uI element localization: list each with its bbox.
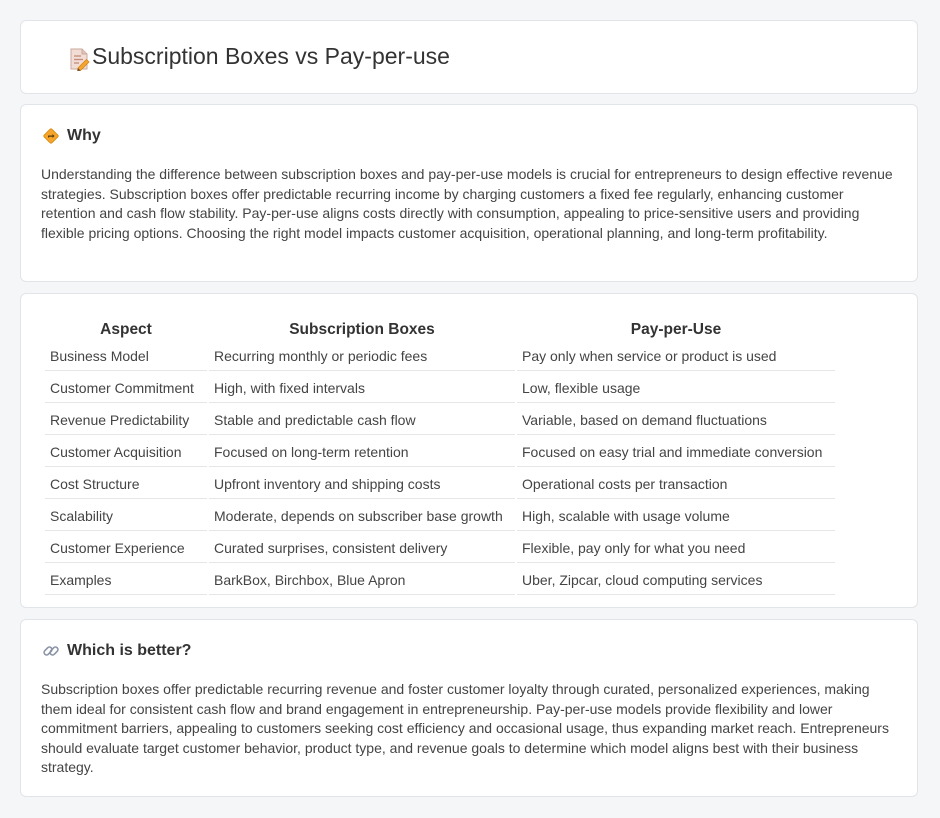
table-cell: Low, flexible usage <box>517 373 835 403</box>
column-header: Subscription Boxes <box>289 320 435 338</box>
table-cell: Business Model <box>45 341 207 371</box>
table-cell: Pay only when service or product is used <box>517 341 835 371</box>
column-header: Aspect <box>100 320 152 338</box>
table-cell: Stable and predictable cash flow <box>209 405 515 435</box>
which-is-better-heading: Which is better? <box>67 642 192 659</box>
why-text: Understanding the difference between subscription boxes and pay-per-use models is crucial for entrepreneurs to design effective revenue strategies. Subscription boxes offer predictable recurring income by charging customers a fixed fee regularly, enhancing customer retention and cash flow stability. Pay-per-use aligns costs directly with consumption, appealing to price-sensitive users and providing flexible pricing options. Choosing the right model impacts customer acquisition, operational planning, and long-term profitability. <box>41 166 893 241</box>
table-cell: Curated surprises, consistent delivery <box>209 533 515 563</box>
why-heading: Why <box>67 127 101 144</box>
table-cell: Recurring monthly or periodic fees <box>209 341 515 371</box>
table-cell: High, with fixed intervals <box>209 373 515 403</box>
table-row <box>45 437 835 467</box>
table-cell: Upfront inventory and shipping costs <box>209 469 515 499</box>
link-icon <box>42 642 60 660</box>
table-row <box>45 533 835 563</box>
table-cell: Customer Commitment <box>45 373 207 403</box>
table-cell: Scalability <box>45 501 207 531</box>
table-cell: Cost Structure <box>45 469 207 499</box>
table-row <box>45 565 835 595</box>
table-row <box>45 501 835 531</box>
which-is-better-text: Subscription boxes offer predictable recurring revenue and foster customer loyalty through curated, personalized experiences, making them ideal for consistent cash flow and brand engagement in entrepreneurship. Pay-per-use models provide flexibility and lower commitment barriers, appealing to customers seeking cost efficiency and occasional usage, thus expanding market reach. Entrepreneurs should evaluate target customer behavior, product type, and revenue goals to determine which model aligns best with their business strategy. <box>41 681 889 776</box>
table-cell: Focused on long-term retention <box>209 437 515 467</box>
table-cell: Focused on easy trial and immediate conversion <box>517 437 835 467</box>
page-title: Subscription Boxes vs Pay-per-use <box>92 43 450 69</box>
comparison-table <box>43 316 837 597</box>
table-cell: Customer Experience <box>45 533 207 563</box>
table-cell: Revenue Predictability <box>45 405 207 435</box>
why-section <box>20 104 918 282</box>
table-cell: Customer Acquisition <box>45 437 207 467</box>
table-row <box>45 341 835 371</box>
direction-sign-icon <box>42 127 60 145</box>
table-cell: Operational costs per transaction <box>517 469 835 499</box>
document-pencil-icon <box>67 47 91 71</box>
comparison-card <box>20 293 918 608</box>
table-cell: Examples <box>45 565 207 595</box>
table-header-row <box>45 318 835 339</box>
table-row <box>45 405 835 435</box>
table-cell: Moderate, depends on subscriber base growth <box>209 501 515 531</box>
header-card <box>20 20 918 94</box>
table-cell: High, scalable with usage volume <box>517 501 835 531</box>
table-cell: Flexible, pay only for what you need <box>517 533 835 563</box>
table-cell: BarkBox, Birchbox, Blue Apron <box>209 565 515 595</box>
table-row <box>45 373 835 403</box>
table-cell: Variable, based on demand fluctuations <box>517 405 835 435</box>
which-is-better-section <box>20 619 918 797</box>
table-row <box>45 469 835 499</box>
column-header: Pay-per-Use <box>630 320 722 338</box>
table-cell: Uber, Zipcar, cloud computing services <box>517 565 835 595</box>
